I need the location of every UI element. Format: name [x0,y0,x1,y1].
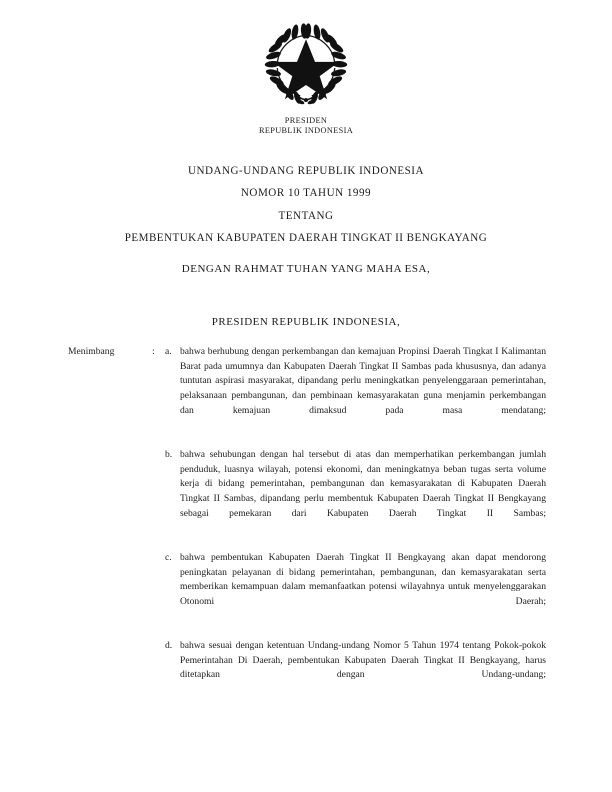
preamble-authority: PRESIDEN REPUBLIK INDONESIA, [211,316,401,328]
clause-text: bahwa sesuai dengan ketentuan Undang-undang Nomor 5 Tahun 1974 tentang Pokok-pokok Pemerintahan Di Daerah, pembentukan Kabupaten Daerah Tingkat II Bengkayang, harus ditetapkan dengan Undang-undang; [180,640,546,681]
considering-row [68,345,546,698]
considering-label: Menimbang [68,346,115,357]
title-line-number: NOMOR 10 TAHUN 1999 [240,187,372,200]
title-line-about: TENTANG [278,209,334,222]
considering-section [68,345,546,698]
clause-item [165,551,546,625]
document-title [0,160,612,249]
clause-text: bahwa pembentukan Kabupaten Daerah Tingkat II Bengkayang akan dapat mendorong peningkatan pelayanan di bidang pemerintahan, pembangunan, dan kemasyarakatan serta memberikan kemampuan dalam memanfaatkan potensi wilayahnya untuk menyelenggarakan Otonomi Daerah; [180,551,546,607]
clause-item [165,448,546,536]
presidential-seal-icon [258,22,354,114]
clause-text: bahwa sehubungan dengan hal tersebut di atas dan memperhatikan perkembangan jumlah penduduk, luasnya wilayah, potensi ekonomi, dan meningkatnya beban tugas serta volume kerja di bidang pemerintahan, pembangunan dan kemasyarakatan di Kabupaten Daerah Tingkat II Sambas, dipandang perlu membentuk Kabupaten Daerah Tingkat II Bengkayang sebagai pemekaran dari Kabupaten Daerah Tingkat II Sambas; [180,448,546,519]
considering-colon: : [152,346,155,357]
preamble [0,263,612,328]
clause-marker: d. [165,640,173,652]
letterhead-caption-line2: REPUBLIK INDONESIA [258,126,354,136]
title-line-subject: PEMBENTUKAN KABUPATEN DAERAH TINGKAT II BENGKAYANG [124,231,488,244]
title-line-law-type: UNDANG-UNDANG REPUBLIK INDONESIA [187,165,424,177]
preamble-blessing: DENGAN RAHMAT TUHAN YANG MAHA ESA, [181,263,431,275]
letterhead-caption-line1: PRESIDEN [284,116,328,125]
clause-text: bahwa berhubung dengan perkembangan dan kemajuan Propinsi Daerah Tingkat I Kalimantan Barat pada umumnya dan Kabupaten Daerah Tingkat II Sambas pada khususnya, dan adanya tuntutan aspirasi masyarakat, dipandang perlu meningkatkan penyelenggaraan pemerintahan, pelaksanaan pembangunan, dan pembinaan kemasyarakatan guna menjamin perkembangan dan kemajuan dimaksud pada masa mendatang; [180,346,546,416]
clause-marker: c. [165,551,172,563]
clause-marker: a. [165,346,172,357]
letterhead [0,22,612,136]
preamble-spacer [0,275,612,316]
considering-clause-list [165,345,546,698]
clause-marker: b. [165,448,173,460]
letterhead-caption [0,116,612,136]
clause-item [165,639,546,698]
clause-item [165,345,546,433]
